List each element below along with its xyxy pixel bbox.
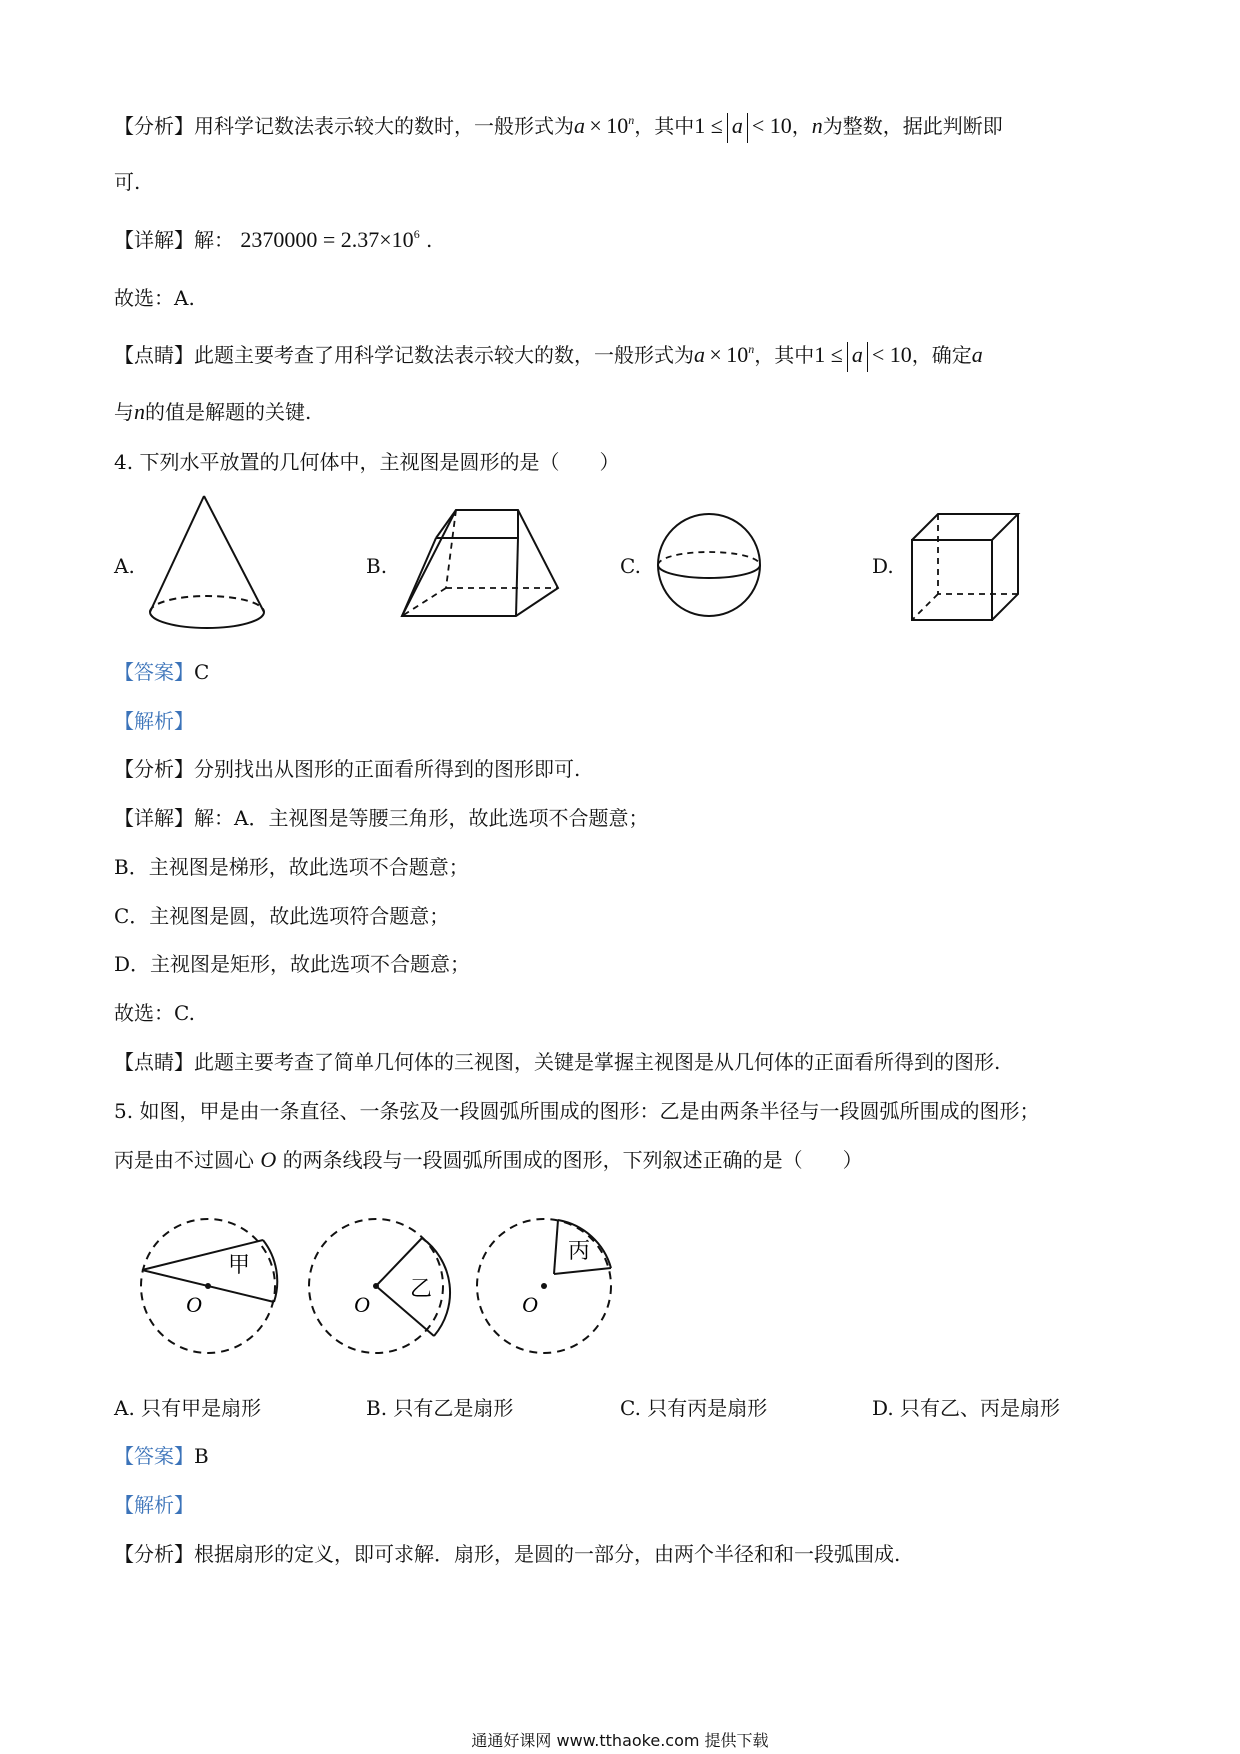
- q5-explain-tag: 【解析】: [114, 1493, 194, 1517]
- label-yi: 乙: [410, 1277, 433, 1302]
- label-o-bing: O: [522, 1292, 538, 1317]
- label-bing: 丙: [568, 1239, 591, 1264]
- label-o-jia: O: [186, 1292, 202, 1317]
- q4-detail-b: B．主视图是梯形，故此选项不合题意；: [114, 855, 469, 879]
- label-jia: 甲: [228, 1253, 251, 1278]
- q4-comment: 【点睛】此题主要考查了简单几何体的三视图，关键是掌握主视图是从几何体的正面看所得到的图形.: [114, 1050, 1001, 1074]
- inequality: 1 ≤ a < 10: [694, 113, 792, 138]
- q3-choice: 故选：A.: [114, 286, 195, 310]
- q5-stem-line1: 5. 如图，甲是由一条直径、一条弦及一段圆弧所围成的图形：乙是由两条半径与一段圆弧所围成的图形；: [114, 1099, 1040, 1123]
- answer-tag: 【答案】: [114, 660, 194, 684]
- cone-figure: [146, 494, 266, 634]
- q5-option-b: B. 只有乙是扇形: [366, 1396, 514, 1420]
- q4-detail-c: C．主视图是圆，故此选项符合题意；: [114, 904, 450, 928]
- q3-analysis-text: 用科学记数法表示较大的数时，一般形式为: [194, 114, 574, 138]
- sci-notation: a × 10$^n$: [574, 113, 635, 138]
- answer-tag-q5: 【答案】: [114, 1444, 194, 1468]
- q4-choice: 故选：C.: [114, 1001, 195, 1025]
- q5-analysis: 【分析】根据扇形的定义，即可求解．扇形，是圆的一部分，由两个半径和和一段弧围成.: [114, 1542, 901, 1566]
- q3-detail-line: 【详解】解： $2370000 = 2.37\times 10^6$ .: [114, 227, 433, 252]
- q4-stem: 4. 下列水平放置的几何体中，主视图是圆形的是（ ）: [114, 450, 620, 474]
- q4-analysis: 【分析】分别找出从图形的正面看所得到的图形即可.: [114, 757, 581, 781]
- q4-option-b-label: B.: [366, 554, 388, 578]
- comment-tag: 【点睛】: [114, 343, 194, 367]
- q3-comment-cont: 与n的值是解题的关键.: [114, 399, 312, 424]
- label-o-yi: O: [354, 1292, 370, 1317]
- analysis-tag: 【分析】: [114, 114, 194, 138]
- q3-analysis-line: 【分析】用科学记数法表示较大的数时，一般形式为a × 10$^n$，其中1 ≤ a < 10，n为整数，据此判断即: [114, 112, 1003, 143]
- sphere-figure: [656, 512, 762, 618]
- frustum-figure: [400, 508, 560, 620]
- cube-figure: [910, 512, 1022, 622]
- q4-option-a-label: A.: [114, 554, 135, 578]
- q5-option-c: C. 只有丙是扇形: [620, 1396, 768, 1420]
- q4-option-d-label: D.: [872, 554, 894, 578]
- detail-equation: $2370000 = 2.37\times 10^6$: [240, 227, 420, 252]
- q4-explain-tag: 【解析】: [114, 709, 194, 733]
- figure-bing: [474, 1204, 614, 1368]
- detail-tag: 【详解】: [114, 228, 194, 252]
- figure-jia: [138, 1204, 278, 1368]
- q5-option-d: D. 只有乙、丙是扇形: [872, 1396, 1061, 1420]
- q4-answer: 【答案】C: [114, 660, 210, 684]
- q5-answer: 【答案】B: [114, 1444, 209, 1468]
- figure-yi: [306, 1204, 446, 1368]
- q4-option-c-label: C.: [620, 554, 641, 578]
- q5-stem-line2: 丙是由不过圆心 O 的两条线段与一段圆弧所围成的图形，下列叙述正确的是（ ）: [114, 1147, 863, 1172]
- q4-detail-d: D．主视图是矩形，故此选项不合题意；: [114, 952, 471, 976]
- q3-analysis-cont: 可.: [114, 170, 141, 194]
- q5-option-a: A. 只有甲是扇形: [114, 1396, 262, 1420]
- q3-comment-line: 【点睛】此题主要考查了用科学记数法表示较大的数，一般形式为a × 10$^n$，其中1 ≤ a < 10，确定a: [114, 341, 983, 372]
- q4-detail: 【详解】解：A．主视图是等腰三角形，故此选项不合题意；: [114, 806, 649, 830]
- page-footer: 通通好课网 www.tthaoke.com 提供下载: [471, 1731, 769, 1750]
